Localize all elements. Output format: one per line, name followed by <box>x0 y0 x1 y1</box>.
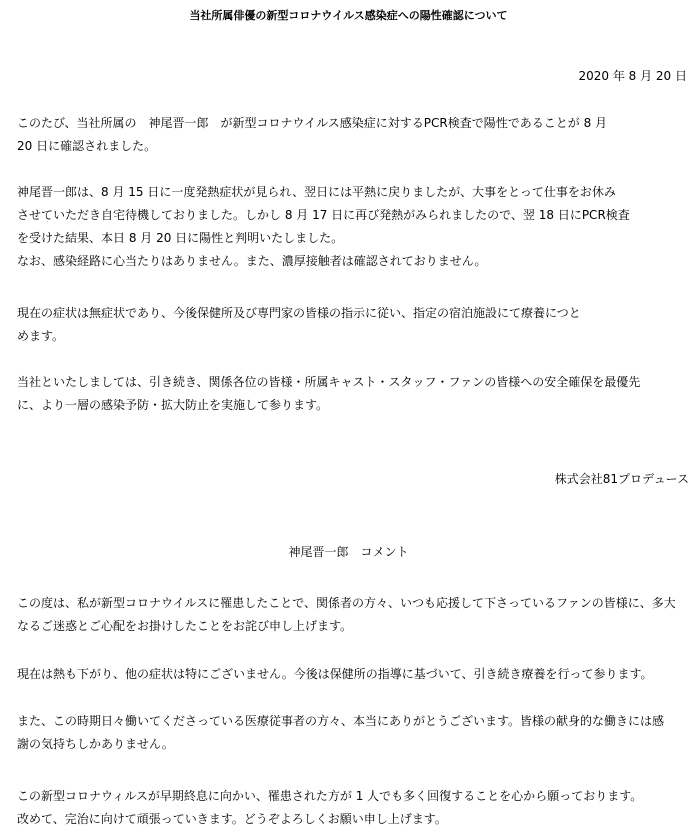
text-line: この度は、私が新型コロナウイルスに罹患したことで、関係者の方々、いつも応援して下さっているファンの皆様に、多大 <box>17 596 676 610</box>
comment-paragraph-closing <box>17 785 687 831</box>
text-line: なるご迷惑とご心配をお掛けしたことをお詫び申し上げます。 <box>17 619 353 633</box>
text-line: 改めて、完治に向けて頑張っていきます。どうぞよろしくお願い申し上げます。 <box>17 812 447 826</box>
text-line: このたび、当社所属の 神尾晋一郎 が新型コロナウイルス感染症に対するPCR検査で陽性であることが 8 月 <box>17 116 608 130</box>
comment-paragraph-apology <box>17 592 687 638</box>
comment-paragraph-condition <box>17 663 687 686</box>
paragraph-current-status <box>17 302 687 348</box>
text-line: 神尾晋一郎は、8 月 15 日に一度発熱症状が見られ、翌日には平熱に戻りましたが、大事をとって仕事をお休み <box>17 185 616 199</box>
text-line: を受けた結果、本日 8 月 20 日に陽性と判明いたしました。 <box>17 231 344 245</box>
text-line: なお、感染経路に心当たりはありません。また、濃厚接触者は確認されておりません。 <box>17 254 487 268</box>
text-line: に、より一層の感染予防・拡大防止を実施して参ります。 <box>17 398 329 412</box>
text-line: また、この時期日々働いてくださっている医療従事者の方々、本当にありがとうございます。皆様の献身的な働きには感 <box>17 714 665 728</box>
comment-heading: 神尾晋一郎 コメント <box>288 545 409 559</box>
text-line: 当社といたしましては、引き続き、関係各位の皆様・所属キャスト・スタッフ・ファンの皆様への安全確保を最優先 <box>17 375 641 389</box>
release-date: 2020 年 8 月 20 日 <box>578 69 687 83</box>
paragraph-announcement <box>17 112 687 158</box>
text-line: 現在の症状は無症状であり、今後保健所及び専門家の皆様の指示に従い、指定の宿泊施設にて療養につと <box>17 306 581 320</box>
comment-paragraph-thanks <box>17 710 687 756</box>
text-line: させていただき自宅待機しておりました。しかし 8 月 17 日に再び発熱がみられましたので、翌 18 日にPCR検査 <box>17 208 630 222</box>
text-line: めます。 <box>17 329 65 343</box>
paragraph-company-response <box>17 371 687 417</box>
company-name: 株式会社81プロデュース <box>554 472 689 486</box>
text-line: 謝の気持ちしかありません。 <box>17 737 174 751</box>
text-line: この新型コロナウィルスが早期終息に向かい、罹患された方が 1 人でも多く回復することを心から願っております。 <box>17 789 643 803</box>
paragraph-details <box>17 181 687 273</box>
document-title: 当社所属俳優の新型コロナウイルス感染症への陽性確認について <box>189 9 508 22</box>
text-line: 20 日に確認されました。 <box>17 139 157 153</box>
text-line: 現在は熱も下がり、他の症状は特にございません。今後は保健所の指導に基づいて、引き続き療養を行って参ります。 <box>17 667 653 681</box>
